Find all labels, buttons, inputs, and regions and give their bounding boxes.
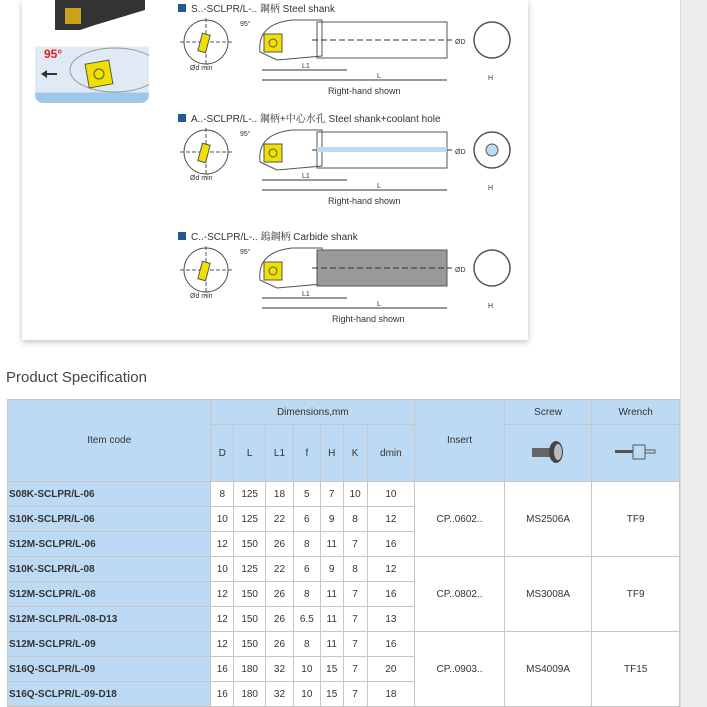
dim-value: 16 bbox=[367, 582, 415, 607]
svg-text:ØD: ØD bbox=[455, 39, 466, 46]
bullet-square-icon bbox=[178, 114, 186, 122]
dim-value: 6.5 bbox=[293, 607, 320, 632]
svg-text:L1: L1 bbox=[302, 291, 310, 298]
item-code: S16Q-SCLPR/L-09-D18 bbox=[8, 682, 211, 707]
tool-drawing bbox=[172, 12, 528, 90]
dim-value: 8 bbox=[293, 582, 320, 607]
wrench-value: TF15 bbox=[592, 632, 680, 707]
header-insert: Insert bbox=[415, 400, 505, 482]
dim-value: 9 bbox=[320, 557, 343, 582]
screw-value: MS3008A bbox=[504, 557, 592, 632]
dim-value: 8 bbox=[211, 482, 234, 507]
header-dim-h: H bbox=[320, 425, 343, 482]
dim-value: 22 bbox=[266, 507, 294, 532]
insert-value: CP..0903.. bbox=[415, 632, 505, 707]
svg-text:L1: L1 bbox=[302, 173, 310, 180]
dim-value: 7 bbox=[343, 682, 367, 707]
table-row bbox=[8, 482, 680, 507]
table-row bbox=[8, 632, 680, 657]
wrench-value: TF9 bbox=[592, 557, 680, 632]
svg-text:95°: 95° bbox=[240, 131, 251, 138]
dim-value: 22 bbox=[266, 557, 294, 582]
dim-value: 150 bbox=[234, 532, 266, 557]
header-dim-dmin: dmin bbox=[367, 425, 415, 482]
diagram-caption: Right-hand shown bbox=[332, 314, 405, 324]
svg-text:Ød min: Ød min bbox=[190, 175, 213, 182]
item-code: S12M-SCLPR/L-08-D13 bbox=[8, 607, 211, 632]
svg-text:L: L bbox=[377, 73, 381, 80]
dim-value: 18 bbox=[367, 682, 415, 707]
dim-value: 150 bbox=[234, 582, 266, 607]
dim-value: 8 bbox=[343, 557, 367, 582]
dim-value: 16 bbox=[367, 532, 415, 557]
header-dim-k: K bbox=[343, 425, 367, 482]
dim-value: 12 bbox=[211, 582, 234, 607]
section-title: Product Specification bbox=[6, 369, 147, 386]
header-dimensions: Dimensions,mm bbox=[211, 400, 415, 425]
dim-value: 180 bbox=[234, 657, 266, 682]
item-code: S12M-SCLPR/L-08 bbox=[8, 582, 211, 607]
insert-value: CP..0802.. bbox=[415, 557, 505, 632]
insert-value: CP..0602.. bbox=[415, 482, 505, 557]
svg-text:H: H bbox=[488, 75, 494, 82]
dim-value: 12 bbox=[211, 632, 234, 657]
dim-value: 15 bbox=[320, 682, 343, 707]
dim-value: 6 bbox=[293, 507, 320, 532]
section-label-text: A..-SCLPR/L-.. 鋼柄+中心水孔 Steel shank+coolant hole bbox=[191, 114, 441, 125]
scrollbar-track[interactable] bbox=[680, 0, 707, 707]
wrench-value: TF9 bbox=[592, 482, 680, 557]
svg-text:95°: 95° bbox=[240, 249, 251, 256]
dim-value: 18 bbox=[266, 482, 294, 507]
dim-value: 6 bbox=[293, 557, 320, 582]
dim-value: 7 bbox=[320, 482, 343, 507]
dim-value: 11 bbox=[320, 632, 343, 657]
item-code: S12M-SCLPR/L-06 bbox=[8, 532, 211, 557]
dim-value: 12 bbox=[367, 507, 415, 532]
dim-value: 5 bbox=[293, 482, 320, 507]
dim-value: 10 bbox=[211, 557, 234, 582]
dim-value: 32 bbox=[266, 657, 294, 682]
screw-value: MS4009A bbox=[504, 632, 592, 707]
dim-value: 15 bbox=[320, 657, 343, 682]
diagram-caption: Right-hand shown bbox=[328, 196, 401, 206]
svg-text:L1: L1 bbox=[302, 63, 310, 70]
table-row bbox=[8, 557, 680, 582]
dim-value: 13 bbox=[367, 607, 415, 632]
dim-value: 125 bbox=[234, 557, 266, 582]
dim-value: 7 bbox=[343, 657, 367, 682]
dim-value: 16 bbox=[211, 682, 234, 707]
header-screw: Screw bbox=[504, 400, 592, 425]
dim-value: 12 bbox=[211, 607, 234, 632]
svg-text:Ød min: Ød min bbox=[190, 293, 213, 300]
dim-value: 10 bbox=[293, 657, 320, 682]
dim-value: 125 bbox=[234, 507, 266, 532]
dim-value: 180 bbox=[234, 682, 266, 707]
dim-value: 10 bbox=[343, 482, 367, 507]
tool-photo bbox=[35, 0, 149, 103]
tool-drawing bbox=[172, 240, 528, 318]
dim-value: 11 bbox=[320, 607, 343, 632]
header-dim-l1: L1 bbox=[266, 425, 294, 482]
item-code: S12M-SCLPR/L-09 bbox=[8, 632, 211, 657]
dim-value: 32 bbox=[266, 682, 294, 707]
dim-value: 9 bbox=[320, 507, 343, 532]
bullet-square-icon bbox=[178, 4, 186, 12]
dim-value: 16 bbox=[211, 657, 234, 682]
dim-value: 150 bbox=[234, 632, 266, 657]
dim-value: 16 bbox=[367, 632, 415, 657]
header-wrench: Wrench bbox=[592, 400, 680, 425]
dim-value: 10 bbox=[211, 507, 234, 532]
dim-value: 26 bbox=[266, 532, 294, 557]
dim-value: 26 bbox=[266, 632, 294, 657]
screw-value: MS2506A bbox=[504, 482, 592, 557]
dim-value: 7 bbox=[343, 532, 367, 557]
svg-text:ØD: ØD bbox=[455, 149, 466, 156]
dim-value: 8 bbox=[293, 632, 320, 657]
dim-value: 7 bbox=[343, 607, 367, 632]
header-dim-l: L bbox=[234, 425, 266, 482]
section-label-text: C..-SCLPR/L-.. 鎢鋼柄 Carbide shank bbox=[191, 232, 358, 243]
svg-text:H: H bbox=[488, 303, 494, 310]
diagram-caption: Right-hand shown bbox=[328, 86, 401, 96]
svg-text:Ød min: Ød min bbox=[190, 65, 213, 72]
dim-value: 11 bbox=[320, 532, 343, 557]
dim-value: 150 bbox=[234, 607, 266, 632]
dim-value: 26 bbox=[266, 582, 294, 607]
wrench-icon bbox=[592, 425, 680, 482]
dim-value: 12 bbox=[367, 557, 415, 582]
dim-value: 20 bbox=[367, 657, 415, 682]
tool-drawing bbox=[172, 122, 528, 200]
angle-label: 95° bbox=[44, 47, 63, 61]
svg-text:ØD: ØD bbox=[455, 267, 466, 274]
item-code: S10K-SCLPR/L-08 bbox=[8, 557, 211, 582]
screw-icon bbox=[504, 425, 592, 482]
section-label-text: S..-SCLPR/L-.. 鋼柄 Steel shank bbox=[191, 4, 335, 15]
svg-text:H: H bbox=[488, 185, 494, 192]
dim-value: 10 bbox=[293, 682, 320, 707]
bullet-square-icon bbox=[178, 232, 186, 240]
dim-value: 26 bbox=[266, 607, 294, 632]
dim-value: 125 bbox=[234, 482, 266, 507]
dim-value: 8 bbox=[343, 507, 367, 532]
header-dim-d: D bbox=[211, 425, 234, 482]
dim-value: 7 bbox=[343, 632, 367, 657]
item-code: S08K-SCLPR/L-06 bbox=[8, 482, 211, 507]
svg-text:L: L bbox=[377, 183, 381, 190]
dim-value: 12 bbox=[211, 532, 234, 557]
spec-table bbox=[7, 399, 680, 707]
svg-text:95°: 95° bbox=[240, 21, 251, 28]
header-dim-f: f bbox=[293, 425, 320, 482]
svg-text:L: L bbox=[377, 301, 381, 308]
dim-value: 7 bbox=[343, 582, 367, 607]
dim-value: 11 bbox=[320, 582, 343, 607]
header-item-code: Item code bbox=[8, 400, 211, 482]
dim-value: 10 bbox=[367, 482, 415, 507]
dim-value: 8 bbox=[293, 532, 320, 557]
item-code: S10K-SCLPR/L-06 bbox=[8, 507, 211, 532]
item-code: S16Q-SCLPR/L-09 bbox=[8, 657, 211, 682]
tool-diagram bbox=[22, 0, 528, 340]
